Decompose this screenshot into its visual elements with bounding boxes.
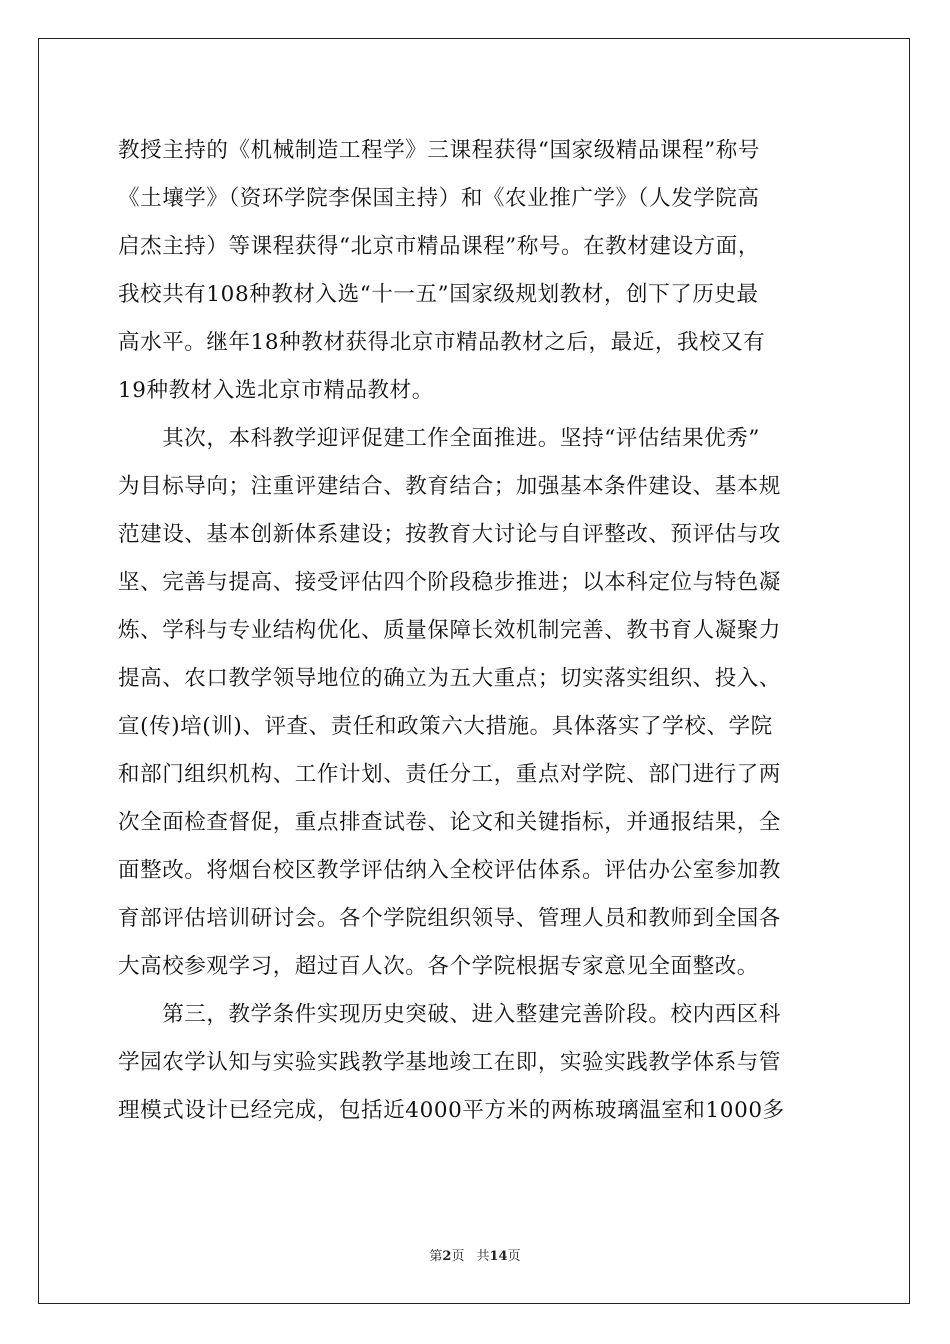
page-footer (0, 1248, 950, 1266)
text-line: 和部门组织机构、工作计划、责任分工，重点对学院、部门进行了两 (118, 762, 782, 787)
text-line: 提高、农口教学领导地位的确立为五大重点；切实落实组织、投入、 (118, 666, 782, 691)
text-line: 宣(传)培(训)、评查、责任和政策六大措施。具体落实了学校、学院 (118, 714, 773, 739)
text-line: 启杰主持）等课程获得“北京市精品课程”称号。在教材建设方面， (118, 234, 760, 259)
text-line: 范建设、基本创新体系建设；按教育大讨论与自评整改、预评估与攻 (118, 522, 782, 547)
current-page-number: 2 (442, 1249, 452, 1264)
text-line: 其次，本科教学迎评促建工作全面推进。坚持“评估结果优秀” (118, 426, 760, 451)
document-body (118, 127, 834, 1135)
text-line: 19种教材入选北京市精品教材。 (118, 378, 434, 403)
text-line: 面整改。将烟台校区教学评估纳入全校评估体系。评估办公室参加教 (118, 858, 782, 883)
text-line: 理模式设计已经完成，包括近4000平方米的两栋玻璃温室和1000多 (118, 1098, 785, 1123)
text-line: 我校共有108种教材入选“十一五”国家级规划教材，创下了历史最 (118, 282, 759, 307)
footer-total-suffix: 页 (507, 1249, 521, 1264)
text-line: 大高校参观学习，超过百人次。各个学院根据专家意见全面整改。 (118, 954, 759, 979)
text-line: 坚、完善与提高、接受评估四个阶段稳步推进；以本科定位与特色凝 (118, 570, 782, 595)
total-page-count: 14 (489, 1249, 508, 1264)
footer-prefix: 第 (429, 1249, 443, 1264)
text-line: 第三，教学条件实现历史突破、进入整建完善阶段。校内西区科 (118, 1002, 782, 1027)
text-line: 《土壤学》（资环学院李保国主持）和《农业推广学》（人发学院高 (118, 186, 760, 211)
text-line: 为目标导向；注重评建结合、教育结合；加强基本条件建设、基本规 (118, 474, 782, 499)
text-line: 次全面检查督促，重点排查试卷、论文和关键指标，并通报结果，全 (118, 810, 782, 835)
text-line: 学园农学认知与实验实践教学基地竣工在即，实验实践教学体系与管 (118, 1050, 782, 1075)
text-line: 炼、学科与专业结构优化、质量保障长效机制完善、教书育人凝聚力 (118, 618, 782, 643)
text-line: 高水平。继年18种教材获得北京市精品教材之后，最近，我校又有 (118, 330, 766, 355)
text-line: 教授主持的《机械制造工程学》三课程获得“国家级精品课程”称号 (118, 138, 760, 163)
footer-total-prefix: 共 (476, 1249, 490, 1264)
text-line: 育部评估培训研讨会。各个学院组织领导、管理人员和教师到全国各 (118, 906, 782, 931)
footer-page-suffix: 页 (451, 1249, 465, 1264)
